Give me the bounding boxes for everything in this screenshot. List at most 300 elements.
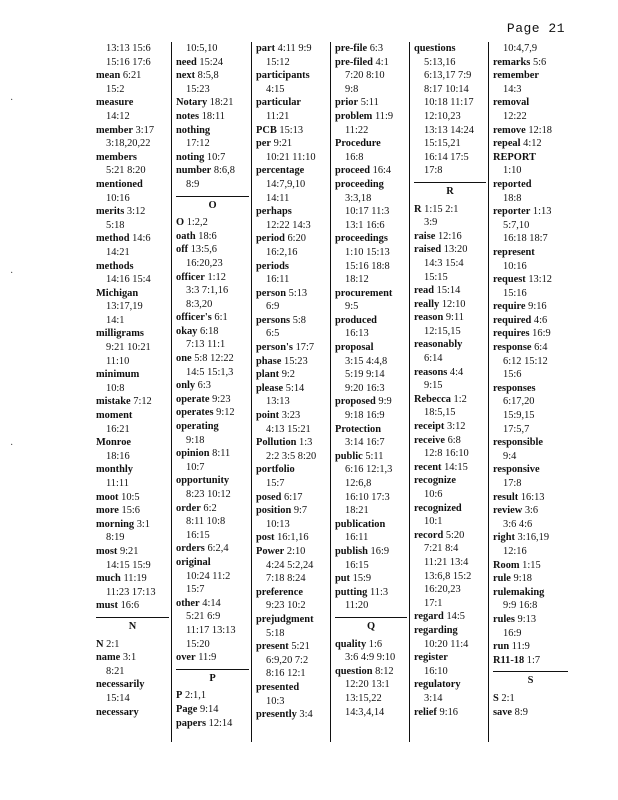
index-entry — [414, 311, 486, 325]
page-line-refs: 4:24 5:2,24 — [266, 559, 314, 571]
page-line-refs: 6:3 — [369, 43, 384, 54]
index-entry — [335, 341, 407, 355]
page-line-refs: 4:1 — [375, 56, 389, 68]
index-entry — [335, 518, 407, 532]
page-line-refs: 17:8 — [503, 478, 522, 489]
index-entry-continuation — [414, 447, 486, 461]
page-line-refs: 14:3 15:4 — [424, 257, 464, 269]
page-line-refs: 9:16 — [528, 301, 547, 313]
index-entry — [96, 395, 169, 409]
index-entry — [256, 491, 328, 505]
page-line-refs: 16:9 — [503, 627, 522, 639]
index-entry-continuation — [96, 300, 169, 314]
index-term: register — [414, 652, 448, 664]
page-line-refs: 13:5,6 — [190, 244, 218, 256]
index-term: review — [493, 505, 523, 517]
index-term: operating — [176, 421, 219, 433]
page-line-refs: 8:21 — [106, 665, 125, 677]
index-entry — [335, 545, 407, 559]
index-entry-continuation — [96, 83, 169, 97]
index-entry — [176, 542, 249, 556]
page-line-refs: 8:6,8 — [213, 165, 235, 177]
index-term: oath — [176, 230, 196, 242]
page-line-refs: 14:1 — [106, 314, 125, 326]
page-line-refs: 15:16 17:6 — [106, 56, 151, 68]
index-entry-continuation — [176, 624, 249, 638]
page-line-refs: 15:9 — [352, 573, 372, 585]
page-line-refs: 16:14 17:5 — [424, 151, 469, 163]
index-entry-continuation — [256, 599, 328, 613]
index-entry-continuation — [256, 667, 328, 681]
page-line-refs: 18:6 — [198, 230, 217, 242]
index-entry — [96, 368, 169, 382]
index-term: particular — [256, 97, 302, 109]
margin-mark: · — [10, 95, 14, 106]
index-entry — [335, 178, 407, 192]
page-line-refs: 15:13 — [279, 124, 304, 136]
page-line-refs: 5:18 — [266, 627, 285, 639]
page-line-refs: 1:10 15:13 — [345, 246, 390, 258]
index-term: public — [335, 450, 363, 462]
index-entry — [335, 56, 407, 70]
index-entry — [176, 151, 249, 165]
index-term: monthly — [96, 464, 133, 476]
index-entry — [256, 137, 328, 151]
page-line-refs: 10:3 — [266, 695, 285, 707]
index-term: remarks — [493, 56, 531, 68]
index-entry — [493, 491, 568, 505]
index-term: S — [493, 692, 499, 704]
page-line-refs: 15:20 — [186, 638, 210, 650]
page-line-refs: 16:13 — [345, 328, 369, 340]
index-term: part — [256, 43, 276, 54]
page-line-refs: 10:4,7,9 — [503, 43, 538, 54]
index-term: other — [176, 597, 200, 609]
page-line-refs: 5:8 12:22 — [194, 353, 234, 365]
page-line-refs: 15:6 — [121, 505, 140, 517]
index-term: persons — [256, 314, 291, 326]
index-term: proposal — [335, 342, 374, 354]
index-term: recognized — [414, 502, 462, 514]
index-entry — [176, 311, 249, 325]
page-line-refs: 10:6 — [424, 489, 443, 500]
index-entry — [256, 681, 328, 695]
index-entry — [256, 368, 328, 382]
page-line-refs: 4:4 — [449, 366, 464, 378]
page-line-refs: 11:9 — [198, 652, 217, 664]
page-line-refs: 17:12 — [186, 138, 210, 150]
index-entry — [335, 287, 407, 301]
page-line-refs: 3:1 — [122, 652, 137, 664]
index-entry-continuation — [335, 355, 407, 369]
page-line-refs: 8:9 — [186, 178, 200, 190]
page-line-refs: 6:9 — [266, 301, 280, 313]
index-entry — [493, 246, 568, 260]
index-entry — [176, 124, 249, 138]
index-term: responses — [493, 382, 536, 394]
page-line-refs: 18:21 — [209, 97, 234, 109]
index-term: one — [176, 353, 192, 365]
page-line-refs: 13:12 — [528, 274, 552, 286]
page-line-refs: 12:15,15 — [424, 325, 461, 337]
page-line-refs: 9:18 16:9 — [345, 410, 385, 422]
index-entry-continuation — [96, 192, 169, 206]
index-entry-continuation — [335, 192, 407, 206]
page-line-refs: 14:11 — [266, 192, 290, 204]
page-line-refs: 3:12 — [447, 421, 466, 433]
index-entry-continuation — [96, 314, 169, 328]
index-entry-continuation — [96, 341, 169, 355]
index-entry — [335, 314, 407, 328]
index-entry — [176, 379, 249, 393]
index-entry — [176, 717, 249, 731]
page-line-refs: 6:12 15:12 — [503, 355, 548, 367]
index-entry-continuation — [176, 610, 249, 624]
index-entry-continuation — [96, 423, 169, 437]
index-entry — [256, 42, 328, 56]
page-line-refs: 9:5 — [345, 301, 359, 313]
page-line-refs: 10:5,10 — [186, 43, 218, 54]
index-term: perhaps — [256, 206, 292, 218]
page-line-refs: 5:6 — [532, 56, 547, 68]
index-term: raise — [414, 230, 436, 242]
index-entry — [493, 137, 568, 151]
page-line-refs: 15:23 — [186, 83, 210, 95]
index-entry — [414, 42, 486, 56]
index-term: only — [176, 380, 196, 392]
index-entry-continuation — [256, 151, 328, 165]
page-line-refs: 6:17,20 — [503, 396, 535, 408]
index-entry-continuation — [335, 463, 407, 477]
index-term: reported — [493, 178, 532, 190]
index-term: moot — [96, 491, 119, 503]
page-line-refs: 9:18 — [186, 434, 205, 446]
index-entry-continuation — [176, 178, 249, 192]
index-entry-continuation — [96, 164, 169, 178]
index-entry-continuation — [335, 436, 407, 450]
section-letter-header: S — [493, 671, 568, 688]
index-entry-continuation — [176, 366, 249, 380]
index-entry-continuation — [335, 368, 407, 382]
page-line-refs: 8:11 — [212, 448, 231, 460]
page-line-refs: 7:21 8:4 — [424, 543, 459, 555]
page-line-refs: 7:20 8:10 — [345, 70, 385, 82]
index-entry-continuation — [176, 583, 249, 597]
index-entry-continuation — [256, 219, 328, 233]
index-entry-continuation — [414, 110, 486, 124]
index-term: presented — [256, 681, 300, 693]
page-line-refs: 10:20 11:4 — [424, 638, 469, 650]
index-term: really — [414, 298, 440, 310]
index-entry-continuation — [414, 96, 486, 110]
page-line-refs: 9:2 — [281, 369, 295, 381]
page-line-refs: 15:23 — [284, 355, 308, 367]
page-line-refs: 5:20 — [445, 529, 465, 541]
index-entry-continuation — [256, 110, 328, 124]
page-line-refs: 1:2,2 — [186, 217, 208, 229]
page-line-refs: 16:11 — [345, 532, 369, 544]
page-line-refs: 11:20 — [345, 600, 369, 612]
index-entry-continuation — [176, 570, 249, 584]
margin-mark: · — [10, 268, 14, 279]
page-line-refs: 12:16 — [503, 545, 527, 557]
index-entry-continuation — [256, 395, 328, 409]
page-line-refs: 8:23 10:12 — [186, 489, 231, 500]
page-line-refs: 11:19 — [123, 573, 147, 585]
index-entry — [414, 474, 486, 488]
page-line-refs: 5:21 — [291, 641, 310, 653]
index-term: proceeding — [335, 178, 384, 190]
index-term: putting — [335, 586, 368, 598]
page-line-refs: 5:18 — [106, 219, 125, 231]
index-term: person — [256, 287, 287, 299]
index-term: required — [493, 314, 532, 326]
page-line-refs: 15:15,21 — [424, 138, 461, 150]
index-entry — [96, 436, 169, 450]
page-line-refs: 14:15 15:9 — [106, 559, 151, 571]
index-term: reasonably — [414, 339, 463, 351]
page-line-refs: 9:20 16:3 — [345, 382, 385, 394]
section-letter-header: N — [96, 617, 169, 634]
index-term: necessarily — [96, 679, 145, 691]
index-entry-continuation — [335, 491, 407, 505]
page-line-refs: 16:15 — [186, 529, 210, 541]
index-term: number — [176, 165, 212, 177]
page-line-refs: 9:23 10:2 — [266, 600, 306, 612]
index-entry — [176, 556, 249, 570]
index-term: more — [96, 505, 119, 517]
page-line-refs: 2:1,1 — [184, 690, 207, 702]
index-term: person's — [256, 342, 293, 354]
page-line-refs: 9:21 — [273, 138, 293, 150]
page-line-refs: 11:21 — [266, 110, 290, 122]
page-line-refs: 15:14 — [436, 285, 461, 297]
index-entry — [176, 243, 249, 257]
index-entry — [414, 243, 486, 257]
page-line-refs: 6:2 — [203, 502, 217, 514]
index-term: requires — [493, 328, 530, 340]
page-line-refs: 15:16 18:8 — [345, 260, 390, 272]
index-entry — [493, 300, 568, 314]
index-term: position — [256, 505, 292, 517]
page-line-refs: 1:13 — [532, 206, 552, 218]
index-entry — [96, 491, 169, 505]
index-entry-continuation — [256, 192, 328, 206]
index-entry — [96, 232, 169, 246]
page-line-refs: 1:15 2:1 — [424, 203, 459, 215]
index-entry-continuation — [256, 423, 328, 437]
index-term: rulemaking — [493, 586, 545, 598]
page-line-refs: 14:7,9,10 — [266, 178, 306, 190]
index-term: P — [176, 690, 183, 702]
index-term: receipt — [414, 421, 445, 433]
index-entry-continuation — [176, 137, 249, 151]
index-term: responsive — [493, 464, 540, 476]
index-term: O — [176, 217, 185, 229]
index-entry — [414, 434, 486, 448]
index-entry — [414, 706, 486, 720]
index-term: officer — [176, 271, 205, 283]
page-line-refs: 18:5,15 — [424, 407, 456, 419]
index-entry — [493, 327, 568, 341]
index-term: periods — [256, 260, 289, 272]
index-entry-continuation — [335, 300, 407, 314]
index-entry-continuation — [96, 665, 169, 679]
index-entry — [256, 463, 328, 477]
index-entry-continuation — [414, 583, 486, 597]
index-entry-continuation — [96, 586, 169, 600]
index-entry-continuation — [414, 665, 486, 679]
page-line-refs: 17:1 — [424, 597, 443, 609]
index-entry-continuation — [414, 515, 486, 529]
index-entry — [493, 56, 568, 70]
index-entry — [414, 610, 486, 624]
page-line-refs: 18:8 — [503, 192, 522, 204]
index-term: request — [493, 274, 526, 286]
index-term: Room — [493, 559, 520, 571]
page-line-refs: 13:6,8 15:2 — [424, 570, 472, 582]
page-line-refs: 10:17 11:3 — [345, 206, 390, 218]
index-entry-continuation — [256, 450, 328, 464]
index-entry — [176, 689, 249, 703]
index-term: need — [176, 56, 197, 68]
index-entry-continuation — [176, 338, 249, 352]
index-term: much — [96, 573, 121, 585]
index-term: percentage — [256, 165, 305, 177]
page-line-refs: 11:3 — [369, 586, 389, 598]
page-line-refs: 14:3 — [503, 83, 522, 95]
index-term: result — [493, 491, 519, 503]
index-term: reporter — [493, 206, 531, 218]
index-term: orders — [176, 543, 205, 555]
index-entry — [96, 96, 169, 110]
index-term: original — [176, 556, 211, 568]
index-entry — [414, 366, 486, 380]
index-term: R11-18 — [493, 654, 525, 666]
index-entry-continuation — [414, 69, 486, 83]
page-line-refs: 15:14 — [106, 692, 130, 704]
index-term: questions — [414, 43, 456, 54]
page-line-refs: 12:14 — [208, 717, 233, 729]
index-entry-continuation — [414, 692, 486, 706]
page-line-refs: 9:21 10:21 — [106, 342, 151, 354]
index-entry-continuation — [414, 406, 486, 420]
index-entry — [493, 692, 568, 706]
index-entry — [256, 382, 328, 396]
index-entry-continuation — [414, 379, 486, 393]
index-term: remove — [493, 124, 526, 136]
page-line-refs: 10:8 — [106, 382, 125, 394]
page-line-refs: 2:2 3:5 8:20 — [266, 450, 317, 462]
index-entry-continuation — [335, 531, 407, 545]
index-entry — [176, 651, 249, 665]
page-line-refs: 4:6 — [533, 314, 548, 326]
index-entry — [96, 409, 169, 423]
page-line-refs: 5:11 — [360, 97, 379, 109]
index-term: read — [414, 285, 435, 297]
index-entry-continuation — [256, 83, 328, 97]
index-term: period — [256, 233, 285, 245]
index-entry-continuation — [335, 219, 407, 233]
index-entry-continuation — [414, 556, 486, 570]
page-line-refs: 10:24 11:2 — [186, 570, 231, 582]
page-line-refs: 3:6 4:9 9:10 — [345, 652, 396, 664]
index-term: right — [493, 532, 515, 544]
index-entry-continuation — [176, 488, 249, 502]
page-line-refs: 8:19 — [106, 532, 125, 544]
index-term: publication — [335, 518, 386, 530]
index-term: pre-filed — [335, 56, 373, 68]
index-entry-continuation — [96, 531, 169, 545]
page-line-refs: 8:11 10:8 — [186, 516, 226, 528]
page-line-refs: 16:4 — [372, 165, 392, 177]
index-entry-continuation — [256, 654, 328, 668]
index-term: operate — [176, 393, 210, 405]
index-term: Rebecca — [414, 393, 451, 405]
page-line-refs: 5:21 6:9 — [186, 611, 221, 623]
page-line-refs: 15:6 — [503, 369, 522, 381]
page-line-refs: 10:7 — [206, 151, 226, 163]
page-line-refs: 14:5 15:1,3 — [186, 366, 234, 378]
index-term: R — [414, 203, 422, 215]
page-line-refs: 6:16 12:1,3 — [345, 464, 393, 476]
index-entry-continuation — [256, 246, 328, 260]
page-line-refs: 7:13 11:1 — [186, 339, 226, 351]
index-entry-continuation — [256, 627, 328, 641]
index-entry-continuation — [414, 124, 486, 138]
index-entry — [96, 260, 169, 274]
index-entry — [96, 518, 169, 532]
index-entry-continuation — [414, 164, 486, 178]
page-line-refs: 3:17 — [135, 124, 155, 136]
page-line-refs: 15:7 — [186, 584, 205, 596]
index-entry — [493, 463, 568, 477]
page-line-refs: 10:16 — [503, 260, 527, 272]
index-entry-continuation — [176, 298, 249, 312]
index-entry — [96, 504, 169, 518]
index-entry-continuation — [335, 260, 407, 274]
index-entry — [335, 395, 407, 409]
page-line-refs: 16:13 — [520, 491, 545, 503]
index-term: members — [96, 151, 137, 163]
index-term: moment — [96, 410, 133, 422]
index-term: milligrams — [96, 328, 144, 340]
page-line-refs: 6:3 — [197, 380, 211, 392]
index-entry — [256, 355, 328, 369]
page-line-refs: 2:1 — [106, 638, 120, 650]
page-line-refs: 16:6 — [120, 600, 140, 612]
index-term: merits — [96, 206, 125, 218]
index-entry-continuation — [493, 627, 568, 641]
index-entry-continuation — [335, 678, 407, 692]
index-entry — [493, 69, 568, 83]
page-line-refs: 3:4 — [299, 709, 313, 721]
index-term: order — [176, 502, 201, 514]
index-entry — [256, 260, 328, 274]
index-entry — [414, 624, 486, 638]
index-entry — [493, 613, 568, 627]
index-entry — [256, 69, 328, 83]
index-entry-continuation — [493, 287, 568, 301]
index-term: responsible — [493, 437, 544, 449]
page-line-refs: 5:14 — [285, 382, 305, 394]
page-line-refs: 9:18 — [513, 573, 532, 585]
index-term: Page — [176, 703, 198, 715]
index-entry-continuation — [335, 83, 407, 97]
index-entry-continuation — [414, 83, 486, 97]
page-line-refs: 3:1 — [136, 518, 150, 530]
index-entry — [96, 151, 169, 165]
